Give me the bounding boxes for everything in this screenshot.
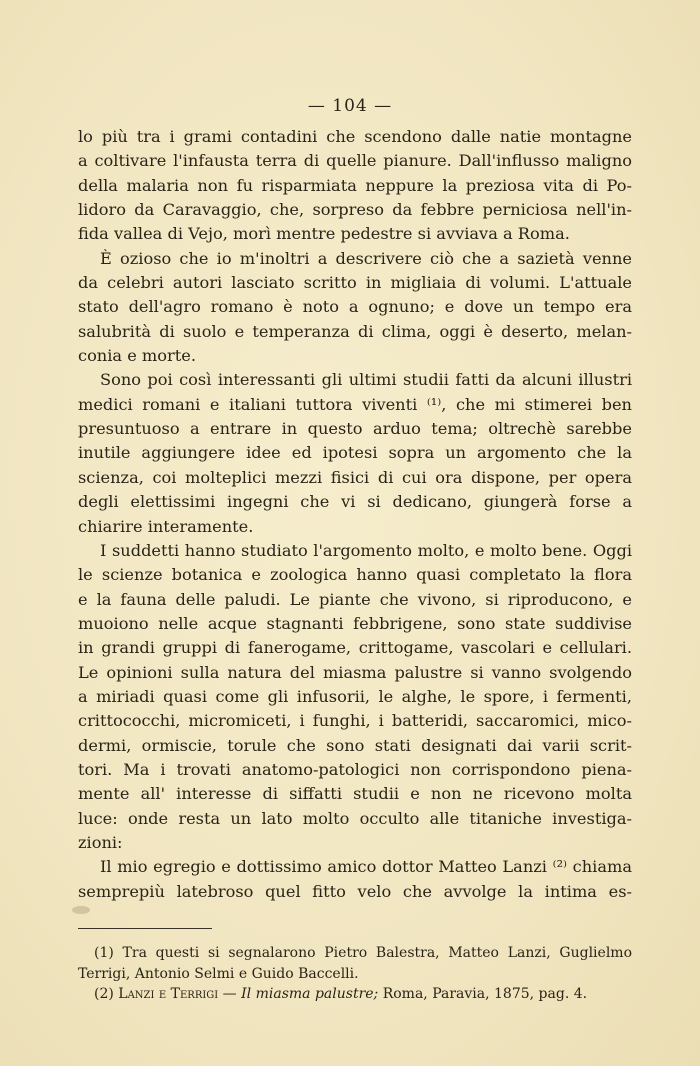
text-line: da celebri autori lasciato scritto in migliaia di volumi. L'attuale xyxy=(78,273,632,293)
text-line: lo più tra i grami contadini che scendono dalle natie montagne xyxy=(78,127,632,146)
text-line: scienza, coi molteplici mezzi fisici di cui ora dispone, per opera xyxy=(78,467,632,487)
footnote-separator xyxy=(78,928,212,929)
footnote-1-line-2: Terrigi, Antonio Selmi e Guido Baccelli. xyxy=(78,965,359,982)
text-line: conia e morte. xyxy=(78,346,196,366)
text-line: presuntuoso a entrare in questo arduo tema; oltrechè sarebbe xyxy=(78,419,632,439)
text-line: Sono poi così interessanti gli ultimi studii fatti da alcuni illustri xyxy=(100,370,632,390)
text-line: medici romani e italiani tuttora viventi ⁽¹⁾, che mi stimerei ben xyxy=(78,394,632,414)
text-line: lidoro da Caravaggio, che, sorpreso da febbre perniciosa nell'in- xyxy=(78,200,632,220)
text-line: dermi, ormiscie, torule che sono stati designati dai varii scrit- xyxy=(78,735,632,755)
text-line: I suddetti hanno studiato l'argomento molto, e molto bene. Oggi xyxy=(100,540,632,560)
text-line: mente all' interesse di siffatti studii e non ne ricevono molta xyxy=(78,784,632,804)
footnote-2-authors: Lanzi e Terrigi xyxy=(118,986,219,1002)
text-line: zioni: xyxy=(78,832,123,852)
footnote-2-publisher: Roma, Paravia, 1875, pag. 4. xyxy=(378,986,588,1002)
text-line: tori. Ma i trovati anatomo-patologici non corrispondono piena- xyxy=(78,759,632,779)
footnotes xyxy=(78,943,632,1005)
page-number-header: — 104 — xyxy=(307,96,393,116)
footnote-2 xyxy=(78,984,632,1005)
ink-smudge xyxy=(72,906,90,914)
text-line: della malaria non fu risparmiata neppure la preziosa vita di Po- xyxy=(78,175,632,195)
text-line: È ozioso che io m'inoltri a descrivere ciò che a sazietà venne xyxy=(100,248,632,268)
text-line: le scienze botanica e zoologica hanno quasi completato la flora xyxy=(78,565,632,585)
text-line: Le opinioni sulla natura del miasma palustre si vanno svolgendo xyxy=(78,662,632,682)
text-line: fida vallea di Vejo, morì mentre pedestre si avviava a Roma. xyxy=(78,224,570,244)
footnote-2-dash: — xyxy=(218,986,242,1002)
text-line: Il mio egregio e dottissimo amico dottor Matteo Lanzi ⁽²⁾ chiama xyxy=(100,857,632,877)
text-line: stato dell'agro romano è noto a ognuno; e dove un tempo era xyxy=(78,297,632,317)
text-line: luce: onde resta un lato molto occulto alle titaniche investiga- xyxy=(78,808,632,828)
text-line: muoiono nelle acque stagnanti febbrigene, sono state suddivise xyxy=(78,613,632,633)
text-line: a coltivare l'infausta terra di quelle pianure. Dall'influsso maligno xyxy=(78,151,632,171)
text-line: inutile aggiungere idee ed ipotesi sopra un argomento che la xyxy=(78,443,632,463)
footnote-2-number: (2) xyxy=(94,986,119,1002)
text-line: e la fauna delle paludi. Le piante che vivono, si riproducono, e xyxy=(78,589,632,609)
text-line: semprepiù latebroso quel fitto velo che avvolge la intima es- xyxy=(78,881,632,901)
text-line: a miriadi quasi come gli infusorii, le alghe, le spore, i fermenti, xyxy=(78,686,632,706)
text-line: in grandi gruppi di fanerogame, crittogame, vascolari e cellulari. xyxy=(78,638,632,658)
footnote-1-line-1: (1) Tra questi si segnalarono Pietro Balestra, Matteo Lanzi, Guglielmo xyxy=(94,945,632,961)
text-line: salubrità di suolo e temperanza di clima, oggi è deserto, melan- xyxy=(78,321,632,341)
text-line: crittococchi, micromiceti, i funghi, i batteridi, saccaromici, mico- xyxy=(78,711,632,731)
footnote-2-title: Il miasma palustre; xyxy=(241,986,379,1002)
text-line: chiarire interamente. xyxy=(78,516,254,536)
main-text xyxy=(78,125,632,904)
text-line: degli elettissimi ingegni che vi si dedicano, giungerà forse a xyxy=(78,492,632,512)
